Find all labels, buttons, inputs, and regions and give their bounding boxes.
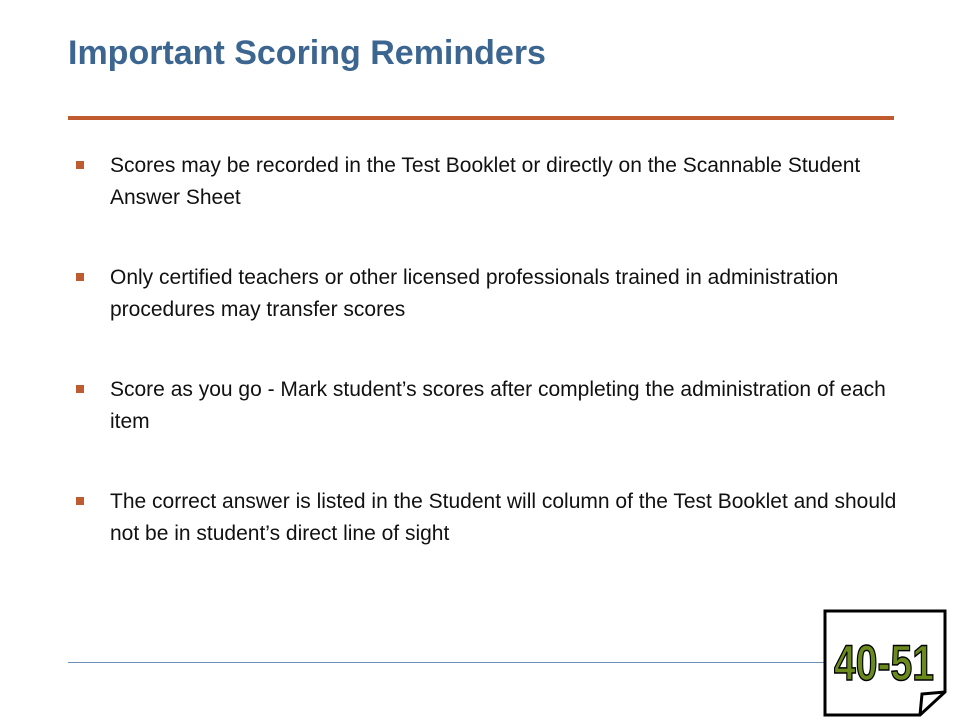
bullet-item xyxy=(74,486,914,550)
title-underline xyxy=(68,116,894,120)
bullet-text: The correct answer is listed in the Student will column of the Test Booklet and should not be in student’s direct line of sight xyxy=(110,490,897,545)
bullet-text: Only certified teachers or other licensed professionals trained in administration procedures may transfer scores xyxy=(110,266,839,321)
square-bullet-icon xyxy=(76,385,84,393)
slide-title: Important Scoring Reminders xyxy=(68,34,546,72)
square-bullet-icon xyxy=(76,497,84,505)
footer-divider xyxy=(68,662,828,663)
bullet-text: Score as you go - Mark student’s scores after completing the administration of each item xyxy=(110,378,886,433)
page-range-text: 40-51 xyxy=(834,635,934,691)
bullet-text: Scores may be recorded in the Test Booklet or directly on the Scannable Student Answer Sheet xyxy=(110,154,861,209)
bullet-item xyxy=(74,374,914,438)
page-range-badge xyxy=(822,608,948,718)
bullet-item xyxy=(74,150,914,214)
square-bullet-icon xyxy=(76,161,84,169)
square-bullet-icon xyxy=(76,273,84,281)
bullet-list xyxy=(74,150,914,598)
bullet-item xyxy=(74,262,914,326)
